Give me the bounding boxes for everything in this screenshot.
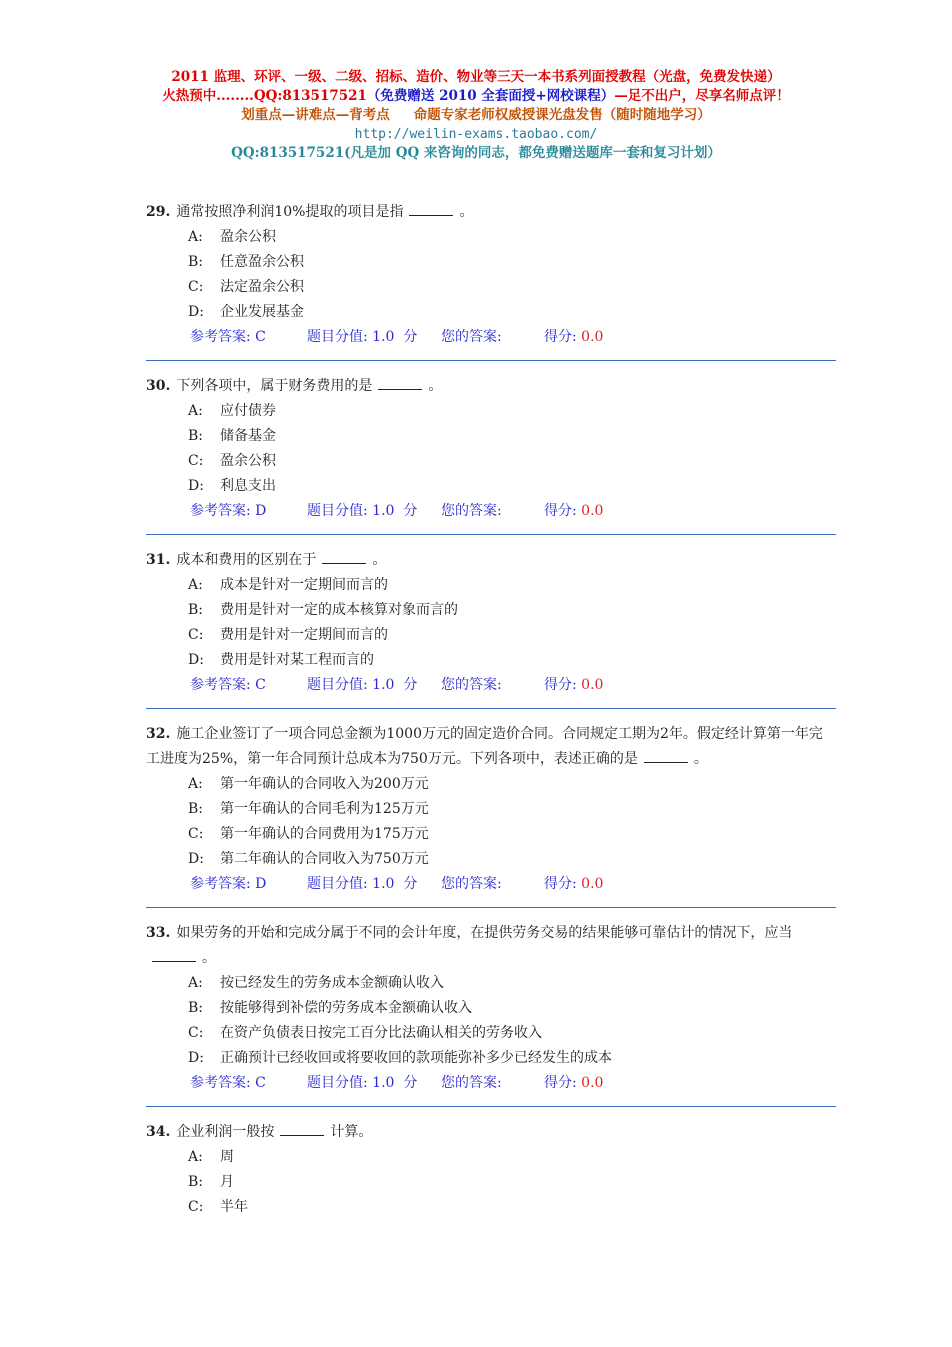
question-text-end: 。 — [372, 552, 387, 568]
option-letter: C: — [188, 826, 204, 842]
promo-line-2a: 火热预中........QQ:813517521 — [162, 88, 367, 104]
option-text: 成本是针对一定期间而言的 — [220, 577, 388, 593]
option-text: 盈余公积 — [220, 229, 276, 245]
score-value: 0.0 — [581, 876, 604, 892]
option-item[interactable] — [146, 847, 836, 872]
question-text-end: 。 — [693, 751, 708, 767]
option-text: 周 — [220, 1149, 234, 1165]
question-number: 34. — [146, 1124, 171, 1140]
option-letter: B: — [188, 1000, 204, 1016]
question-item — [146, 548, 836, 709]
option-text: 第一年确认的合同费用为175万元 — [220, 826, 429, 842]
option-letter: A: — [188, 1149, 203, 1165]
score-value: 0.0 — [581, 1075, 604, 1091]
question-value: 题目分值: 1.0 分 — [307, 1075, 418, 1091]
option-letter: A: — [188, 975, 203, 991]
option-text: 盈余公积 — [220, 453, 276, 469]
option-text: 利息支出 — [220, 478, 276, 494]
score: 得分: 0.0 — [544, 329, 604, 345]
answer-blank — [280, 1121, 324, 1136]
option-item[interactable] — [146, 474, 836, 499]
your-answer: 您的答案: — [441, 503, 502, 519]
question-item — [146, 921, 836, 1107]
option-letter: C: — [188, 627, 204, 643]
option-text: 任意盈余公积 — [220, 254, 304, 270]
option-item[interactable] — [146, 648, 836, 673]
option-text: 企业发展基金 — [220, 304, 304, 320]
option-item[interactable] — [146, 449, 836, 474]
option-text: 费用是针对一定的成本核算对象而言的 — [220, 602, 458, 618]
question-value: 题目分值: 1.0 分 — [307, 329, 418, 345]
option-item[interactable] — [146, 300, 836, 325]
answer-row — [146, 1071, 836, 1096]
answer-row — [146, 872, 836, 897]
option-item[interactable] — [146, 971, 836, 996]
question-text: 企业利润一般按 — [176, 1124, 275, 1140]
option-item[interactable] — [146, 275, 836, 300]
option-item[interactable] — [146, 996, 836, 1021]
question-number: 31. — [146, 552, 171, 568]
option-text: 应付债券 — [220, 403, 276, 419]
question-text-end: 。 — [202, 950, 216, 966]
option-item[interactable] — [146, 772, 836, 797]
option-text: 法定盈余公积 — [220, 279, 304, 295]
option-letter: B: — [188, 428, 204, 444]
option-text: 第一年确认的合同收入为200万元 — [220, 776, 429, 792]
question-text: 成本和费用的区别在于 — [176, 552, 317, 568]
option-letter: D: — [188, 478, 204, 494]
option-letter: C: — [188, 1025, 204, 1041]
option-text: 月 — [220, 1174, 234, 1190]
answer-row — [146, 673, 836, 698]
promo-line-3b: 命题专家老师权威授课光盘发售（随时随地学习） — [413, 107, 711, 123]
promo-header — [0, 68, 952, 163]
question-divider — [146, 907, 836, 908]
question-divider — [146, 360, 836, 361]
question-text: 下列各项中，属于财务费用的是 — [176, 378, 373, 394]
option-letter: A: — [188, 403, 203, 419]
answer-row — [146, 499, 836, 524]
reference-answer: 参考答案: C — [190, 1075, 266, 1091]
promo-url[interactable]: http://weilin-exams.taobao.com/ — [354, 127, 598, 142]
question-number: 32. — [146, 726, 171, 742]
option-letter: A: — [188, 229, 203, 245]
question-value: 题目分值: 1.0 分 — [307, 677, 418, 693]
option-item[interactable] — [146, 573, 836, 598]
question-divider — [146, 1106, 836, 1107]
question-stem — [146, 722, 836, 772]
promo-line-5: QQ:813517521(凡是加 QQ 来咨询的同志，都免费赠送题库一套和复习计划） — [231, 145, 721, 161]
answer-blank — [152, 947, 196, 962]
question-divider — [146, 534, 836, 535]
option-letter: C: — [188, 453, 204, 469]
option-text: 第一年确认的合同毛利为125万元 — [220, 801, 429, 817]
score: 得分: 0.0 — [544, 677, 604, 693]
question-stem — [146, 548, 836, 573]
question-stem — [146, 374, 836, 399]
score: 得分: 0.0 — [544, 503, 604, 519]
question-number: 29. — [146, 204, 171, 220]
promo-line-3a: 划重点—讲难点—背考点 — [241, 107, 390, 123]
answer-blank — [378, 375, 422, 390]
question-number: 33. — [146, 925, 171, 941]
score-value: 0.0 — [581, 503, 604, 519]
question-text: 如果劳务的开始和完成分属于不同的会计年度，在提供劳务交易的结果能够可靠估计的情况下，应当 — [176, 925, 793, 941]
option-letter: A: — [188, 577, 203, 593]
score: 得分: 0.0 — [544, 876, 604, 892]
question-text: 施工企业签订了一项合同总金额为1000万元的固定造价合同。合同规定工期为2年。假定经计算第一年完工进度为25%，第一年合同预计总成本为750万元。下列各项中，表述正确的是 — [146, 726, 823, 767]
option-item[interactable] — [146, 797, 836, 822]
question-stem — [146, 200, 836, 225]
question-divider — [146, 708, 836, 709]
answer-blank — [322, 549, 366, 564]
option-item[interactable] — [146, 1021, 836, 1046]
question-text-end: 。 — [459, 204, 474, 220]
option-text: 按能够得到补偿的劳务成本金额确认收入 — [220, 1000, 472, 1016]
option-letter: B: — [188, 801, 204, 817]
option-text: 费用是针对一定期间而言的 — [220, 627, 388, 643]
option-text: 按已经发生的劳务成本金额确认收入 — [220, 975, 444, 991]
option-letter: C: — [188, 279, 204, 295]
your-answer: 您的答案: — [441, 876, 502, 892]
score-value: 0.0 — [581, 677, 604, 693]
option-item[interactable] — [146, 1195, 836, 1220]
option-item[interactable] — [146, 1046, 836, 1071]
option-letter: D: — [188, 652, 204, 668]
question-item — [146, 200, 836, 361]
answer-blank — [409, 201, 453, 216]
question-text-end: 计算。 — [330, 1124, 373, 1140]
question-item — [146, 374, 836, 535]
your-answer: 您的答案: — [441, 1075, 502, 1091]
option-letter: B: — [188, 602, 204, 618]
option-text: 第二年确认的合同收入为750万元 — [220, 851, 429, 867]
option-text: 费用是针对某工程而言的 — [220, 652, 374, 668]
option-letter: D: — [188, 851, 204, 867]
answer-row — [146, 325, 836, 350]
question-value: 题目分值: 1.0 分 — [307, 503, 418, 519]
option-letter: B: — [188, 1174, 204, 1190]
your-answer: 您的答案: — [441, 677, 502, 693]
option-letter: D: — [188, 1050, 204, 1066]
option-letter: B: — [188, 254, 204, 270]
reference-answer: 参考答案: D — [190, 876, 267, 892]
reference-answer: 参考答案: C — [190, 677, 266, 693]
question-item — [146, 722, 836, 908]
promo-line-2b: （免费赠送 2010 全套面授+网校课程） — [366, 88, 615, 104]
option-item[interactable] — [146, 598, 836, 623]
promo-line-3 — [0, 106, 952, 125]
option-item[interactable] — [146, 822, 836, 847]
reference-answer: 参考答案: D — [190, 503, 267, 519]
promo-line-1: 2011 监理、环评、一级、二级、招标、造价、物业等三天一本书系列面授教程（光盘，免费发快递） — [171, 69, 781, 85]
option-item[interactable] — [146, 225, 836, 250]
promo-line-2 — [0, 87, 952, 106]
score: 得分: 0.0 — [544, 1075, 604, 1091]
option-item[interactable] — [146, 1170, 836, 1195]
option-text: 半年 — [220, 1199, 248, 1215]
question-text-end: 。 — [428, 378, 443, 394]
question-item — [146, 1120, 836, 1220]
question-text: 通常按照净利润10%提取的项目是指 — [176, 204, 404, 220]
your-answer: 您的答案: — [441, 329, 502, 345]
score-value: 0.0 — [581, 329, 604, 345]
promo-line-2c: —足不出户，尽享名师点评！ — [614, 88, 790, 104]
option-item[interactable] — [146, 424, 836, 449]
option-item[interactable] — [146, 399, 836, 424]
option-letter: C: — [188, 1199, 204, 1215]
question-stem — [146, 921, 836, 971]
question-list — [146, 200, 836, 1220]
answer-blank — [644, 748, 688, 763]
question-number: 30. — [146, 378, 171, 394]
question-value: 题目分值: 1.0 分 — [307, 876, 418, 892]
reference-answer: 参考答案: C — [190, 329, 266, 345]
option-text: 在资产负债表日按完工百分比法确认相关的劳务收入 — [220, 1025, 542, 1041]
option-item[interactable] — [146, 250, 836, 275]
option-text: 正确预计已经收回或将要收回的款项能弥补多少已经发生的成本 — [220, 1050, 612, 1066]
option-letter: D: — [188, 304, 204, 320]
option-letter: A: — [188, 776, 203, 792]
question-stem — [146, 1120, 836, 1145]
option-item[interactable] — [146, 1145, 836, 1170]
option-item[interactable] — [146, 623, 836, 648]
option-text: 储备基金 — [220, 428, 276, 444]
